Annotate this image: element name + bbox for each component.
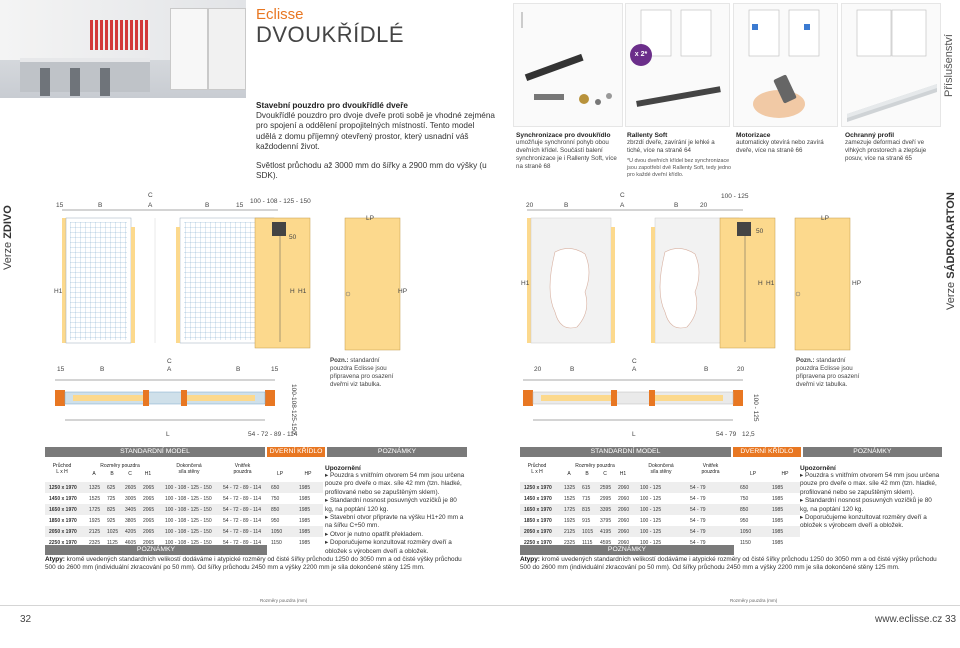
table-cell: 825	[103, 504, 121, 515]
left-atyp-note: Atypy: kromě uvedených standardních velikostí dodáváme i atypické rozměry od čisté šířky průchodu 1250 do 3050 mm a od čisté výšky průchodu 500 do 2600 mm (individuální zkracování po 50 mm). Od šířky průchodu 2450 mm a výšky 2200 mm je síla dokončené stěny 125 mm.	[45, 556, 462, 572]
r-dim-profile: 100 - 125	[721, 193, 749, 200]
warning-item: ▸ Stavební otvor připravte na výšku H1+20 mm a na šířku C+50 mm.	[325, 514, 464, 530]
table-cell: 54 - 79	[686, 493, 736, 504]
warning-item: ▸ Pouzdra s vnitřním otvorem 54 mm jsou určena pouze pro dveře o max. síle 42 mm (tzn. hladké, profilované nebo se zapuštěným sklem).	[800, 472, 940, 496]
table-cell: 1325	[560, 482, 578, 493]
table-cell: 1850 x 1970	[45, 515, 85, 526]
dim-top-3: C	[148, 192, 153, 199]
table-cell: 1525	[560, 493, 578, 504]
table-row	[520, 504, 800, 515]
table-cell: 1985	[295, 504, 323, 515]
table-cell: 950	[736, 515, 768, 526]
left-warnings: Upozornění ▸ Pouzdra s vnitřním otvorem 54 mm jsou určena pouze pro dveře o max. síle 42 mm (tzn. hladké, profilované nebo se zapuštěným sklem). ▸ Standardní nosnost posuvných vozíčků je 80 kg, na poptání 120 kg. ▸ Stavební otvor připravte na výšku H1+20 mm a na šířku C+50 mm. ▸ Otvor je nutno opatřit překladem. ▸ Doporučujeme konzultovat rozměry dveří a obložek s výrobcem dveří a obložek.	[325, 465, 467, 556]
table-cell: 54 - 72 - 89 - 114	[219, 504, 267, 515]
r-dim-top-6: 20	[700, 202, 708, 209]
table-cell: 100 - 108 - 125 - 150	[161, 504, 219, 515]
table-cell: 2065	[139, 537, 161, 548]
table-cell: 750	[267, 493, 295, 504]
table-cell: 1985	[768, 515, 800, 526]
side-label-sdk: Verze SÁDROKARTON	[945, 192, 957, 310]
right-elevation-drawing	[515, 192, 860, 357]
dim-h: H	[290, 288, 295, 295]
table-cell: 54 - 79	[686, 526, 736, 537]
accessory-motorization: Motorizace automaticky otevírá nebo zavírá dveře, více na straně 66	[736, 132, 824, 154]
table-cell: 2050 x 1970	[45, 526, 85, 537]
plan-dim-side: 100-108-125-150	[290, 384, 297, 434]
table-row	[45, 493, 323, 504]
table-cell: 750	[736, 493, 768, 504]
table-cell: 2125	[85, 526, 103, 537]
table-cell: 850	[267, 504, 295, 515]
table-cell: 100 - 125	[636, 482, 686, 493]
r-plan-dim-l: L	[632, 431, 636, 438]
table-cell: 715	[578, 493, 596, 504]
r-dim-hp: HP	[852, 280, 862, 287]
r-dim-top-5: B	[674, 202, 679, 209]
r-plan-dim-3: C	[632, 358, 637, 365]
warning-item: ▸ Standardní nosnost posuvných vozíčků je 80 kg, na poptání 120 kg.	[800, 497, 932, 513]
left-elevation-drawing	[40, 192, 370, 357]
intro-text: Dvoukřídlé pouzdro pro dvoje dveře proti sobě je vhodné zejména pro spojení a oddělení propojitelných místností. Tento model udělá z domu příjemný otevřený prostor, který usnadní váš každodenní život.	[256, 111, 495, 151]
table-cell: 100 - 108 - 125 - 150	[161, 537, 219, 548]
left-notes-header: POZNÁMKY	[327, 447, 467, 457]
warning-item: ▸ Otvor je nutno opatřit překladem.	[325, 530, 424, 538]
table-cell: 1650 x 1970	[45, 504, 85, 515]
interior-photo	[0, 0, 246, 98]
table-cell: 100 - 125	[636, 526, 686, 537]
table-cell: 2060	[614, 493, 636, 504]
table-cell: 54 - 72 - 89 - 114	[219, 482, 267, 493]
dim-hp: HP	[398, 288, 408, 295]
dim-top-2: B	[98, 202, 103, 209]
protective-profile-image	[841, 3, 941, 127]
r-dim-top-1: 20	[526, 202, 534, 209]
table-row	[45, 515, 323, 526]
r-dim-h: H	[758, 280, 763, 287]
table-cell: 2060	[614, 526, 636, 537]
accessory-profile: Ochranný profil zamezuje deformaci dveří ve vlhkých prostorech a zlepšuje posuv, více na straně 65	[845, 132, 927, 162]
table-cell: 650	[267, 482, 295, 493]
right-spec-table	[520, 482, 800, 548]
table-cell: 1025	[103, 526, 121, 537]
dim-h1: H1	[298, 288, 307, 295]
table-cell: 1725	[560, 504, 578, 515]
table-cell: 1115	[578, 537, 596, 548]
table-cell: 4605	[121, 537, 139, 548]
table-cell: 2250 x 1970	[520, 537, 560, 548]
table-cell: 100 - 125	[636, 493, 686, 504]
warning-item: ▸ Doporučujeme konzultovat rozměry dveří a obložek s výrobcem dveří a obložek.	[325, 539, 452, 555]
table-cell: 2605	[121, 482, 139, 493]
table-cell: 54 - 72 - 89 - 114	[219, 526, 267, 537]
plan-dim-l: L	[166, 431, 170, 438]
left-plan-drawing	[55, 372, 305, 432]
r-plan-dim-1: 20	[534, 366, 542, 373]
r-dim-50: 50	[756, 228, 764, 235]
right-std-model-header: STANDARDNÍ MODEL	[520, 447, 731, 457]
dim-top-1: 15	[56, 202, 64, 209]
table-cell: 1985	[768, 526, 800, 537]
table-cell: 1985	[768, 537, 800, 548]
website-link[interactable]: www.eclisse.cz	[875, 614, 943, 625]
table-cell: 1450 x 1970	[45, 493, 85, 504]
table-cell: 1125	[103, 537, 121, 548]
plan-dim-1: 15	[57, 366, 65, 373]
right-notes-header: POZNÁMKY	[803, 447, 942, 457]
table-row	[520, 482, 800, 493]
table-cell: 2065	[139, 482, 161, 493]
sync-kit-image	[513, 3, 623, 127]
table-row	[520, 526, 800, 537]
table-cell: 2125	[560, 526, 578, 537]
table-cell: 100 - 108 - 125 - 150	[161, 482, 219, 493]
table-cell: 100 - 108 - 125 - 150	[161, 526, 219, 537]
table-cell: 54 - 72 - 89 - 114	[219, 515, 267, 526]
r-plan-dim-6: 20	[737, 366, 745, 373]
table-cell: 3805	[121, 515, 139, 526]
table-cell: 2065	[139, 515, 161, 526]
table-cell: 1150	[267, 537, 295, 548]
plan-dim-5: B	[236, 366, 241, 373]
table-cell: 100 - 125	[636, 504, 686, 515]
page-title: DVOUKŘÍDLÉ	[256, 22, 405, 47]
table-cell: 950	[267, 515, 295, 526]
table-cell: 1985	[768, 504, 800, 515]
table-cell: 100 - 125	[636, 537, 686, 548]
page-number-left: 32	[20, 614, 32, 625]
table-row	[520, 515, 800, 526]
accessory-sync: Synchronizace pro dvoukřídlo umožňuje synchronní pohyb obou dveřních křídel. Součástí balení synchronizace je i Rallenty Soft, více na straně 68	[516, 132, 617, 170]
table-cell: 1015	[578, 526, 596, 537]
dim-50: 50	[289, 234, 297, 241]
table-cell: 2060	[614, 537, 636, 548]
r-plan-dim-2: B	[570, 366, 575, 373]
r-dim-top-4: A	[620, 202, 625, 209]
r-dim-top-3: C	[620, 192, 625, 199]
table-cell: 1985	[295, 537, 323, 548]
plan-dim-3: C	[167, 358, 172, 365]
table-cell: 1050	[736, 526, 768, 537]
table-cell: 2065	[139, 493, 161, 504]
left-rozmery-caption: Rozměry pouzdra (mm)	[260, 598, 308, 603]
accessory-rallenty: Rallenty Soft zbrzdí dveře, zavírání je lehké a tiché, více na straně 64 *U dvou dveřních křídel bez synchronizace jsou zapotřebí dvě Rallenty Soft, tedy jedno pro každé dveřní křídlo.	[627, 132, 731, 178]
note-right: Pozn.: standardní pouzdra Eclisse jsou připravena pro osazení dveřmi viz tabulka.	[796, 357, 860, 388]
warning-item: ▸ Pouzdra s vnitřním otvorem 54 mm jsou určena pouze pro dveře o max. síle 42 mm (tzn. hladké, profilované nebo se zapuštěným sklem).	[325, 472, 465, 496]
table-cell: 2595	[596, 482, 614, 493]
left-spec-block	[45, 447, 467, 457]
motorization-image	[733, 3, 838, 127]
r-dim-top-2: B	[564, 202, 569, 209]
right-spec-block	[520, 447, 942, 457]
note-left: Pozn.: standardní pouzdra Eclisse jsou připravena pro osazení dveřmi viz tabulka.	[330, 357, 394, 388]
plan-dim-6: 15	[271, 366, 279, 373]
table-cell: 1985	[295, 493, 323, 504]
table-cell: 1985	[768, 482, 800, 493]
table-cell: 1985	[768, 493, 800, 504]
table-cell: 815	[578, 504, 596, 515]
r-dim-lp: LP	[821, 215, 829, 222]
r-plan-dim-wall: 54 - 79	[716, 431, 737, 438]
table-cell: 1650 x 1970	[520, 504, 560, 515]
table-cell: 2060	[614, 504, 636, 515]
table-cell: 925	[103, 515, 121, 526]
table-cell: 100 - 108 - 125 - 150	[161, 515, 219, 526]
intro-text-2: Světlost průchodu až 3000 mm do šířky a 2900 mm do výšky (u SDK).	[256, 161, 487, 181]
quantity-badge: x 2*	[630, 44, 652, 66]
left-table-headers: Průchod L x H Rozměry pouzdra A B C H1 Dokončená síla stěny Vnitřek pouzdra LP HP	[52, 463, 312, 477]
table-cell: 3395	[596, 504, 614, 515]
table-row	[45, 482, 323, 493]
r-plan-dim-4: A	[632, 366, 637, 373]
table-cell: 3405	[121, 504, 139, 515]
dim-h1-left: H1	[54, 288, 63, 295]
r-plan-dim-12: 12,5	[742, 431, 755, 438]
plan-dim-4: A	[167, 366, 172, 373]
table-cell: 2050 x 1970	[520, 526, 560, 537]
dim-profile: 100 - 108 - 125 - 150	[250, 198, 311, 205]
brand-name: Eclisse	[256, 6, 304, 23]
left-spec-table	[45, 482, 323, 548]
table-cell: 1925	[560, 515, 578, 526]
table-cell: 2325	[560, 537, 578, 548]
table-cell: 1450 x 1970	[520, 493, 560, 504]
table-cell: 1250 x 1970	[520, 482, 560, 493]
table-cell: 100 - 108 - 125 - 150	[161, 493, 219, 504]
table-cell: 54 - 72 - 89 - 114	[219, 493, 267, 504]
dim-top-4: A	[148, 202, 153, 209]
right-plan-drawing	[523, 372, 773, 432]
table-cell: 2995	[596, 493, 614, 504]
right-warnings: Upozornění ▸ Pouzdra s vnitřním otvorem 54 mm jsou určena pouze pro dveře o max. síle 42 mm (tzn. hladké, profilované nebo se zapuštěným sklem). ▸ Standardní nosnost posuvných vozíčků je 80 kg, na poptání 120 kg. ▸ Doporučujeme konzultovat rozměry dveří a obložek s výrobcem dveří a obložek.	[800, 465, 942, 531]
table-cell: 2065	[139, 526, 161, 537]
table-row	[45, 504, 323, 515]
table-cell: 4195	[596, 526, 614, 537]
table-cell: 1985	[295, 526, 323, 537]
table-cell: 1985	[295, 482, 323, 493]
table-cell: 850	[736, 504, 768, 515]
right-table-headers: Průchod L x H Rozměry pouzdra A B C H1 Dokončená síla stěny Vnitřek pouzdra LP HP	[527, 463, 789, 477]
left-std-model-header: STANDARDNÍ MODEL	[45, 447, 265, 457]
table-cell: 1250 x 1970	[45, 482, 85, 493]
table-cell: 3795	[596, 515, 614, 526]
table-cell: 2065	[139, 504, 161, 515]
table-cell: 2325	[85, 537, 103, 548]
table-cell: 1985	[295, 515, 323, 526]
plan-dim-2: B	[100, 366, 105, 373]
table-cell: 1725	[85, 504, 103, 515]
table-cell: 1050	[267, 526, 295, 537]
table-row	[520, 493, 800, 504]
table-cell: 54 - 79	[686, 482, 736, 493]
table-cell: 650	[736, 482, 768, 493]
table-cell: 2060	[614, 515, 636, 526]
table-cell: 625	[103, 482, 121, 493]
page-number-right: 33	[945, 614, 957, 625]
footer-divider	[0, 605, 960, 606]
table-cell: 3005	[121, 493, 139, 504]
table-cell: 915	[578, 515, 596, 526]
table-cell: 54 - 79	[686, 515, 736, 526]
right-rozmery-caption: Rozměry pouzdra (mm)	[730, 598, 778, 603]
table-cell: 615	[578, 482, 596, 493]
table-row	[45, 526, 323, 537]
right-atyp-note: Atypy: kromě uvedených standardních velikostí dodáváme i atypické rozměry od čisté šířky průchodu 1250 do 3050 mm a od čisté výšky průchodu 500 do 2600 mm (individuální zkracování po 50 mm). Od šířky průchodu 2450 mm a výšky 2200 mm je síla dokončené stěny 125 mm.	[520, 556, 937, 572]
table-cell: 1925	[85, 515, 103, 526]
table-cell: 1150	[736, 537, 768, 548]
table-cell: 2060	[614, 482, 636, 493]
side-label-accessories: Příslušenství	[943, 34, 955, 97]
table-cell: 100 - 125	[636, 515, 686, 526]
right-door-header: DVERNÍ KŘÍDLO	[733, 447, 801, 457]
table-cell: 54 - 79	[686, 537, 736, 548]
table-cell: 725	[103, 493, 121, 504]
table-cell: 4595	[596, 537, 614, 548]
r-dim-h1-left: H1	[521, 280, 530, 287]
dim-lp: LP	[366, 215, 374, 222]
right-notes-bar: POZNÁMKY	[520, 545, 734, 555]
table-cell: 2250 x 1970	[45, 537, 85, 548]
intro-heading: Stavební pouzdro pro dvoukřídlé dveře	[256, 101, 408, 110]
plan-dim-wall: 54 - 72 - 89 - 114	[248, 431, 298, 438]
table-cell: 54 - 79	[686, 504, 736, 515]
table-cell: 1325	[85, 482, 103, 493]
left-door-header: DVERNÍ KŘÍDLO	[267, 447, 325, 457]
r-plan-dim-side: 100 - 125	[752, 394, 759, 422]
table-cell: 4205	[121, 526, 139, 537]
dim-top-5: B	[205, 202, 210, 209]
left-notes-bar: POZNÁMKY	[45, 545, 267, 555]
warning-item: ▸ Standardní nosnost posuvných vozíčků je 80 kg, na poptání 120 kg.	[325, 497, 457, 513]
table-cell: 1850 x 1970	[520, 515, 560, 526]
table-cell: 54 - 72 - 89 - 114	[219, 537, 267, 548]
table-cell: 1525	[85, 493, 103, 504]
r-dim-h1: H1	[766, 280, 775, 287]
warning-item: ▸ Doporučujeme konzultovat rozměry dveří a obložek s výrobcem dveří a obložek.	[800, 514, 927, 530]
dim-top-6: 15	[236, 202, 244, 209]
side-label-zdivo: Verze ZDIVO	[2, 205, 14, 270]
r-plan-dim-5: B	[704, 366, 709, 373]
